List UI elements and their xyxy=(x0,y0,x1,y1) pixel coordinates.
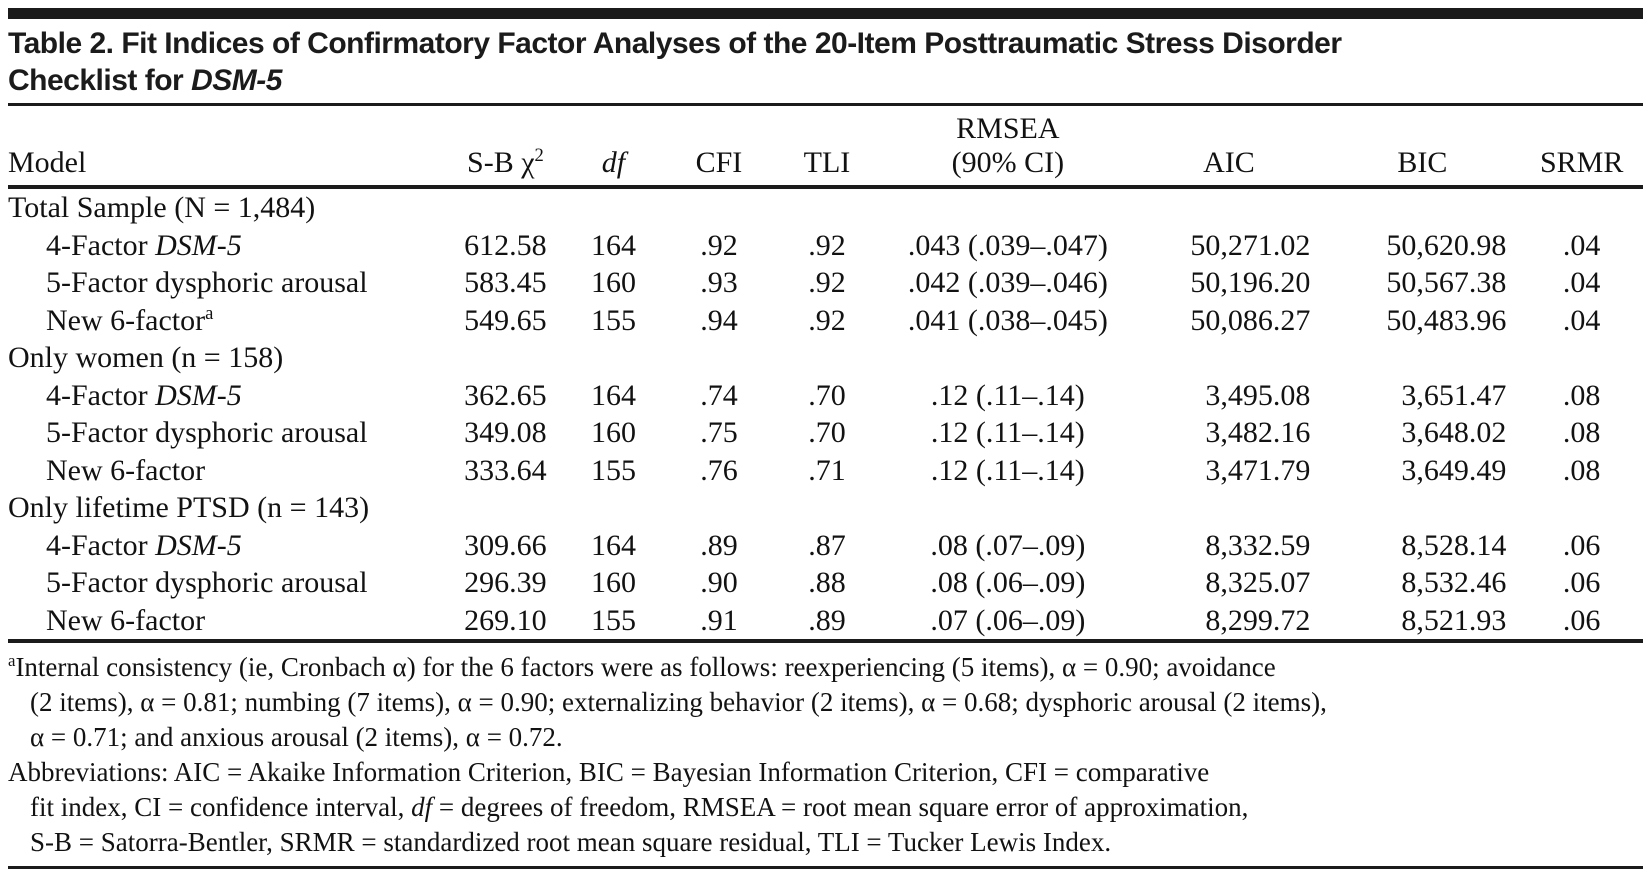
model-cell xyxy=(8,377,450,415)
table-row xyxy=(8,377,1643,415)
rmsea-header-line1: RMSEA xyxy=(956,112,1060,145)
model-text: 5-Factor dysphoric arousal xyxy=(46,566,368,599)
model-italic: DSM-5 xyxy=(155,378,242,412)
abbreviations-line3: S-B = Satorra-Bentler, SRMR = standardized root mean square residual, TLI = Tucker Lewis Index. xyxy=(30,827,1112,857)
model-text: 4-Factor xyxy=(46,378,156,412)
sb-chi2-cell: 349.08 xyxy=(464,416,547,449)
rmsea-cell: .041 (.038–.045) xyxy=(907,303,1108,337)
tli-cell: .92 xyxy=(808,228,846,262)
col-header-cfi: CFI xyxy=(666,106,772,187)
cfi-cell: .74 xyxy=(700,378,738,412)
table-footnotes xyxy=(8,650,1643,860)
model-cell xyxy=(8,264,450,302)
tli-cell: .87 xyxy=(808,528,846,562)
rmsea-cell: .042 (.039–.046) xyxy=(907,266,1108,299)
table-row xyxy=(8,452,1643,490)
model-cell xyxy=(8,602,450,642)
srmr-cell: .06 xyxy=(1562,566,1601,599)
table-title-dsm5: DSM-5 xyxy=(191,64,282,97)
aic-cell: 3,482.16 xyxy=(1205,416,1311,449)
tli-cell: .70 xyxy=(808,378,846,412)
sb-chi2-cell: 549.65 xyxy=(464,303,547,337)
col-header-rmsea xyxy=(882,106,1133,187)
model-italic: DSM-5 xyxy=(155,528,242,562)
tli-cell: .89 xyxy=(772,602,883,642)
sb-chi2-cell: 269.10 xyxy=(450,602,561,642)
sb-chi2-cell: 296.39 xyxy=(464,566,547,599)
col-header-aic: AIC xyxy=(1133,106,1324,187)
srmr-cell: .08 xyxy=(1562,453,1601,487)
df-cell: 155 xyxy=(561,602,667,642)
col-header-bic: BIC xyxy=(1324,106,1520,187)
cfi-cell: .92 xyxy=(700,228,738,262)
df-cell: 160 xyxy=(590,566,636,599)
cfi-cell: .90 xyxy=(700,566,738,599)
bic-cell: 8,521.93 xyxy=(1324,602,1520,642)
fit-indices-table xyxy=(8,106,1643,643)
aic-cell: 8,332.59 xyxy=(1205,528,1311,562)
df-cell: 164 xyxy=(590,378,636,412)
srmr-cell: .04 xyxy=(1562,228,1601,262)
col-header-srmr: SRMR xyxy=(1520,106,1643,187)
header-row xyxy=(8,106,1643,187)
bottom-rule xyxy=(8,866,1643,869)
model-cell xyxy=(8,227,450,265)
tli-cell: .92 xyxy=(808,303,846,337)
model-italic: DSM-5 xyxy=(155,228,242,262)
table-row xyxy=(8,264,1643,302)
abbreviations-line2: fit index, CI = confidence interval, df = degrees of freedom, RMSEA = root mean square error of approximation, xyxy=(30,792,1249,822)
srmr-cell: .04 xyxy=(1562,266,1601,299)
col-header-sb-chi2 xyxy=(450,106,561,187)
bic-cell: 3,648.02 xyxy=(1401,416,1507,449)
footnote-a-line3: α = 0.71; and anxious arousal (2 items), α = 0.72. xyxy=(30,722,563,752)
srmr-cell: .08 xyxy=(1562,378,1601,412)
srmr-cell: .06 xyxy=(1562,528,1601,562)
rmsea-header-line2: (90% CI) xyxy=(951,146,1065,179)
abbreviations-line1: Abbreviations: AIC = Akaike Information Criterion, BIC = Bayesian Information Criterion, CFI = comparative xyxy=(8,757,1210,787)
srmr-cell: .06 xyxy=(1520,602,1643,642)
sb-chi2-sup: 2 xyxy=(534,145,544,166)
table-title xyxy=(8,25,1643,99)
rmsea-cell: .07 (.06–.09) xyxy=(882,602,1133,642)
aic-cell: 50,196.20 xyxy=(1190,266,1311,299)
table-title-line1: Table 2. Fit Indices of Confirmatory Factor Analyses of the 20-Item Posttraumatic Stress Disorder xyxy=(8,27,1342,60)
aic-cell: 50,271.02 xyxy=(1190,228,1311,262)
bic-cell: 8,532.46 xyxy=(1401,566,1507,599)
bic-cell: 8,528.14 xyxy=(1401,528,1507,562)
tli-cell: .88 xyxy=(808,566,846,599)
model-text: 4-Factor xyxy=(46,228,156,262)
section-label: Only lifetime PTSD (n = 143) xyxy=(8,491,370,524)
df-cell: 164 xyxy=(590,528,636,562)
model-cell xyxy=(8,452,450,490)
table-title-line2-prefix: Checklist for xyxy=(8,64,192,97)
table-row xyxy=(8,564,1643,602)
section-row-lifetime-ptsd xyxy=(8,489,1643,527)
model-cell xyxy=(8,414,450,452)
top-rule xyxy=(8,8,1643,19)
col-header-tli: TLI xyxy=(772,106,883,187)
rmsea-cell: .08 (.06–.09) xyxy=(930,566,1086,599)
model-cell xyxy=(8,564,450,602)
table-row xyxy=(8,602,1643,642)
table-row xyxy=(8,414,1643,452)
aic-cell: 3,495.08 xyxy=(1205,378,1311,412)
cfi-cell: .93 xyxy=(700,266,738,299)
bic-cell: 50,620.98 xyxy=(1386,228,1507,262)
footnote-a-line1: $^a$Internal consistency (ie, Cronbach α) for the 6 factors were as follows: reexperiencing (5 items), α = 0.90; avoidance xyxy=(8,651,1276,682)
srmr-cell: .04 xyxy=(1562,303,1601,337)
section-label: Only women (n = 158) xyxy=(8,341,284,374)
tli-cell: .92 xyxy=(808,266,846,299)
df-cell: 160 xyxy=(590,416,636,449)
sb-chi2-cell: 612.58 xyxy=(464,228,547,262)
sb-chi2-base: S-B χ xyxy=(467,146,535,179)
tli-cell: .70 xyxy=(808,416,846,449)
df-abbr-italic: df xyxy=(411,792,433,822)
model-text: New 6-factor xyxy=(46,303,206,337)
col-header-model: Model xyxy=(8,106,450,187)
rmsea-cell: .08 (.07–.09) xyxy=(930,528,1086,562)
sb-chi2-cell: 309.66 xyxy=(464,528,547,562)
table-title-line2 xyxy=(8,62,1643,99)
aic-cell: 50,086.27 xyxy=(1190,303,1311,337)
srmr-cell: .08 xyxy=(1562,416,1601,449)
footnote-a-marker: a xyxy=(8,651,16,670)
model-text: New 6-factor xyxy=(46,603,206,637)
rmsea-cell: .043 (.039–.047) xyxy=(907,228,1108,262)
section-label: Total Sample (N = 1,484) xyxy=(8,191,316,224)
rmsea-cell: .12 (.11–.14) xyxy=(930,378,1085,412)
cfi-cell: .91 xyxy=(666,602,772,642)
model-cell xyxy=(8,527,450,565)
df-cell: 164 xyxy=(590,228,636,262)
model-text: 4-Factor xyxy=(46,528,156,562)
table-row xyxy=(8,227,1643,265)
rmsea-cell: .12 (.11–.14) xyxy=(930,453,1085,487)
model-text: New 6-factor xyxy=(46,453,206,487)
df-cell: 155 xyxy=(590,303,636,337)
bic-cell: 3,651.47 xyxy=(1401,378,1507,412)
df-cell: 155 xyxy=(590,453,636,487)
aic-cell: 8,299.72 xyxy=(1133,602,1324,642)
model-cell xyxy=(8,302,450,340)
rmsea-cell: .12 (.11–.14) xyxy=(930,416,1085,449)
footnote-a-line2: (2 items), α = 0.81; numbing (7 items), α = 0.90; externalizing behavior (2 items), α = 0.68; dysphoric arousal (2 items), xyxy=(30,687,1327,717)
sb-chi2-cell: 362.65 xyxy=(464,378,547,412)
table-row xyxy=(8,302,1643,340)
cfi-cell: .94 xyxy=(700,303,738,337)
aic-cell: 3,471.79 xyxy=(1205,453,1311,487)
sb-chi2-cell: 333.64 xyxy=(464,453,547,487)
aic-cell: 8,325.07 xyxy=(1205,566,1311,599)
section-row-only-women xyxy=(8,339,1643,377)
df-cell: 160 xyxy=(590,266,636,299)
sb-chi2-cell: 583.45 xyxy=(464,266,547,299)
table-row xyxy=(8,527,1643,565)
model-footnote-marker: a xyxy=(205,302,214,324)
col-header-df: df xyxy=(561,106,667,187)
bic-cell: 50,483.96 xyxy=(1386,303,1507,337)
bic-cell: 50,567.38 xyxy=(1386,266,1507,299)
cfi-cell: .75 xyxy=(700,416,738,449)
tli-cell: .71 xyxy=(808,453,846,487)
section-row-total-sample xyxy=(8,187,1643,227)
cfi-cell: .89 xyxy=(700,528,738,562)
model-text: 5-Factor dysphoric arousal xyxy=(46,266,368,299)
cfi-cell: .76 xyxy=(700,453,738,487)
bic-cell: 3,649.49 xyxy=(1401,453,1507,487)
model-text: 5-Factor dysphoric arousal xyxy=(46,416,368,449)
